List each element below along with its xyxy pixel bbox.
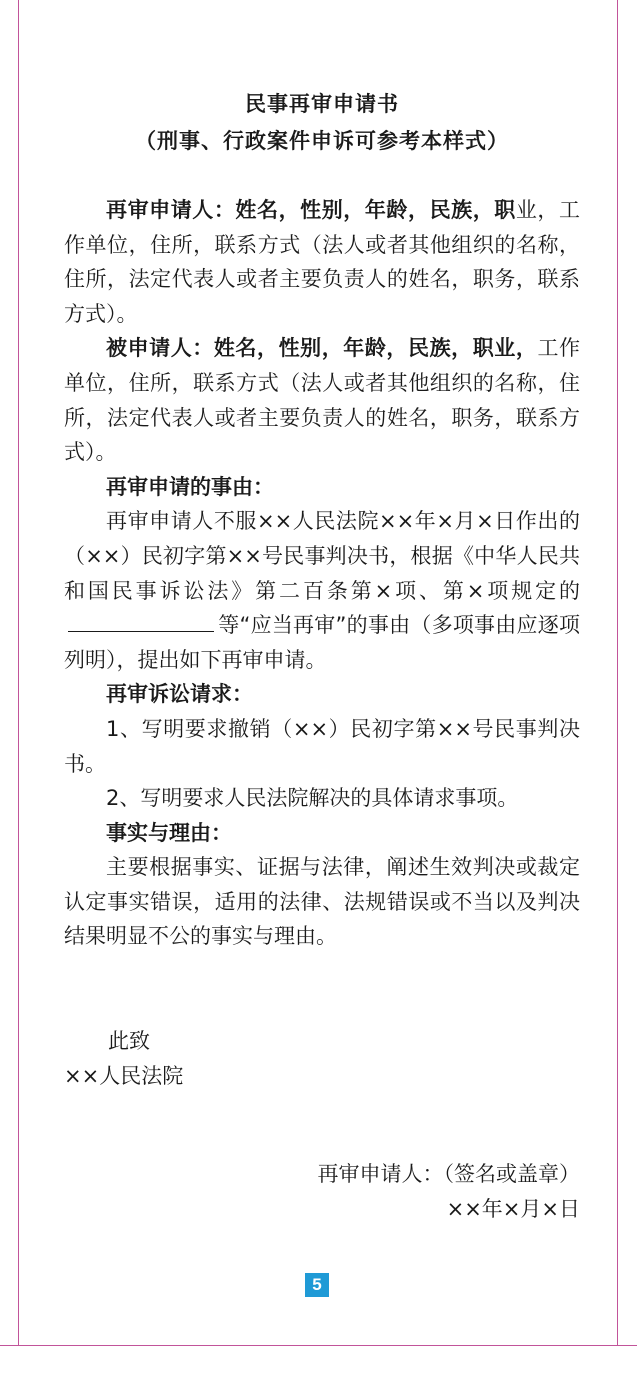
respondent-paragraph	[64, 331, 580, 469]
closing-salutation: 此致	[108, 1029, 150, 1053]
respondent-label: 被申请人：姓名，性别，年龄，民族，职业，	[106, 336, 538, 361]
claim-item-2: 2、写明要求人民法院解决的具体请求事项。	[106, 786, 519, 811]
applicant-paragraph	[64, 193, 580, 331]
applicant-text: 业，工作单位，住所，联系方式（法人或者其他组织的名称，住所，法定代表人或者主要负责人的姓名，职务，联系方式）。	[64, 198, 581, 326]
fill-in-blank	[68, 613, 214, 632]
document-title: 民事再审申请书	[245, 92, 399, 116]
signature-line: 再审申请人：（签名或盖章）	[317, 1162, 580, 1186]
reasons-paragraph	[64, 504, 580, 677]
document-text	[64, 193, 580, 954]
reasons-text-after: 等“应当再审”的事由（多项事由应逐项列明），提出如下再审申请。	[64, 613, 580, 672]
trim-line-right	[617, 0, 618, 1345]
claims-heading: 再审诉讼请求：	[106, 682, 253, 707]
trim-line-left	[18, 0, 19, 1345]
date-line: ××年×月×日	[446, 1197, 580, 1221]
facts-heading: 事实与理由：	[106, 820, 232, 845]
addressee-court: ××人民法院	[64, 1064, 184, 1088]
document-subtitle: （刑事、行政案件申诉可参考本样式）	[135, 129, 509, 153]
applicant-label: 再审申请人：姓名，性别，年龄，民族，职	[106, 198, 516, 222]
page-number-badge: 5	[305, 1273, 329, 1297]
respondent-text: 工作单位，住所，联系方式（法人或者其他组织的名称，住所，法定代表人或者主要负责人的姓名，职务，联系方式）。	[64, 336, 581, 465]
reasons-heading: 再审申请的事由：	[106, 474, 274, 499]
trim-line-bottom	[0, 1345, 637, 1346]
facts-paragraph: 主要根据事实、证据与法律，阐述生效判决或裁定认定事实错误，适用的法律、法规错误或不当以及判决结果明显不公的事实与理由。	[64, 855, 580, 949]
claim-item-1: 1、写明要求撤销（××）民初字第××号民事判决书。	[64, 716, 580, 776]
reasons-text-before: 再审申请人不服××人民法院××年×月×日作出的（××）民初字第××号民事判决书，根据《中华人民共和国民事诉讼法》第二百条第×项、第×项规定的	[64, 509, 580, 603]
